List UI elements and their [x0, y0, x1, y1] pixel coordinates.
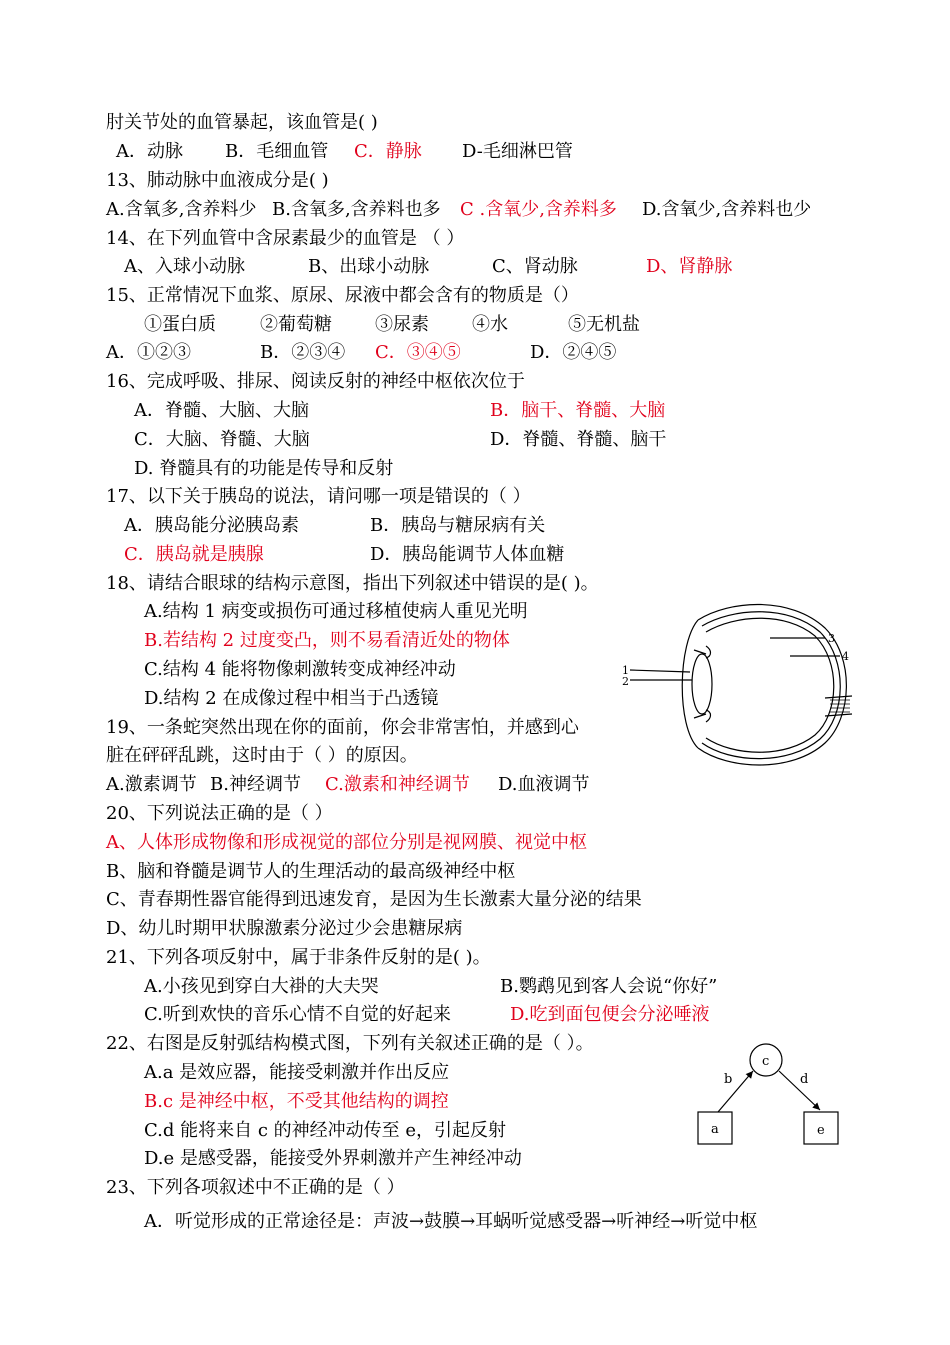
- q23-stem: 23、下列各项叙述中不正确的是（ ）: [106, 1177, 405, 1198]
- reflex-arc-diagram: [690, 1040, 850, 1150]
- eye-lens: [692, 654, 712, 714]
- q13-option-a: A.含氧多,含养料少: [106, 199, 257, 220]
- q20-option-b: B、脑和脊髓是调节人的生理活动的最高级神经中枢: [106, 861, 516, 882]
- eye-label-4: 4: [842, 650, 849, 663]
- q16-option-b-answer: B．脑干、脊髓、大脑: [490, 400, 666, 421]
- eye-cornea: [682, 620, 698, 748]
- q18-stem: 18、请结合眼球的结构示意图，指出下列叙述中错误的是( )。: [106, 573, 599, 594]
- q12-option-b: B．毛细血管: [225, 141, 329, 162]
- q16-stem: 16、完成呼吸、排尿、阅读反射的神经中枢依次位于: [106, 371, 525, 392]
- q22-option-d: D.e 是感受器，能接受外界刺激并产生神经冲动: [144, 1148, 522, 1169]
- eyeball-diagram: [620, 598, 860, 778]
- label-a: a: [711, 1122, 719, 1137]
- label-e: e: [817, 1123, 825, 1138]
- label-d: d: [800, 1072, 809, 1087]
- q15-item-3: ③尿素: [375, 314, 429, 335]
- q17-option-c-answer: C．胰岛就是胰腺: [124, 544, 264, 565]
- q21-option-a: A.小孩见到穿白大褂的大夫哭: [144, 976, 379, 997]
- q19-option-b: B.神经调节: [210, 774, 301, 795]
- q12-option-c-answer: C．静脉: [354, 141, 422, 162]
- q20-option-c: C、青春期性器官能得到迅速发育，是因为生长激素大量分泌的结果: [106, 889, 642, 910]
- q14-option-d-answer: D、肾静脉: [646, 256, 733, 277]
- q17-option-d: D．胰岛能调节人体血糖: [370, 544, 565, 565]
- eye-label-1: 1: [622, 664, 629, 677]
- q15-option-a: A．①②③: [106, 342, 191, 363]
- q13-option-b: B.含氧多,含养料也多: [272, 199, 441, 220]
- q22-option-b-answer: B.c 是神经中枢，不受其他结构的调控: [144, 1091, 449, 1112]
- q13-stem: 13、肺动脉中血液成分是( ): [106, 170, 329, 191]
- q18-option-b-answer: B.若结构 2 过度变凸，则不易看清近处的物体: [144, 630, 510, 651]
- q19-option-c-answer: C.激素和神经调节: [325, 774, 470, 795]
- eye-label-3: 3: [828, 632, 835, 645]
- q23-option-a: A．听觉形成的正常途径是：声波→鼓膜→耳蜗听觉感受器→听神经→听觉中枢: [144, 1211, 758, 1232]
- q16-option-e: D. 脊髓具有的功能是传导和反射: [134, 458, 394, 479]
- q17-option-b: B．胰岛与糖尿病有关: [370, 515, 546, 536]
- q15-option-d: D．②④⑤: [530, 342, 617, 363]
- q17-option-a: A．胰岛能分泌胰岛素: [124, 515, 299, 536]
- q15-item-2: ②葡萄糖: [260, 314, 332, 335]
- q13-option-c-answer: C .含氧少,含养料多: [460, 199, 617, 220]
- q15-item-4: ④水: [472, 314, 508, 335]
- q19-stem-line2: 脏在砰砰乱跳，这时由于（ ）的原因。: [106, 745, 418, 766]
- q21-stem: 21、下列各项反射中，属于非条件反射的是( )。: [106, 947, 491, 968]
- q15-option-c-answer: C．③④⑤: [375, 342, 461, 363]
- eye-label-2: 2: [622, 675, 629, 688]
- q12-stem: 肘关节处的血管暴起，该血管是( ): [106, 112, 378, 133]
- q15-option-b: B．②③④: [260, 342, 346, 363]
- q16-option-d: D．脊髓、脊髓、脑干: [490, 429, 667, 450]
- q21-option-c: C.听到欢快的音乐心情不自觉的好起来: [144, 1004, 451, 1025]
- q14-option-c: C、肾动脉: [492, 256, 578, 277]
- label-c: c: [762, 1054, 770, 1069]
- q15-item-1: ①蛋白质: [144, 314, 216, 335]
- q20-option-a-answer: A、人体形成物像和形成视觉的部位分别是视网膜、视觉中枢: [106, 832, 587, 853]
- label-b: b: [724, 1072, 733, 1087]
- q21-option-d-answer: D.吃到面包便会分泌唾液: [510, 1004, 710, 1025]
- q15-item-5: ⑤无机盐: [568, 314, 640, 335]
- q18-option-d: D.结构 2 在成像过程中相当于凸透镜: [144, 688, 439, 709]
- q18-option-c: C.结构 4 能将物像刺激转变成神经冲动: [144, 659, 456, 680]
- q13-option-d: D.含氧少,含养料也少: [642, 199, 812, 220]
- eye-sclera-outer: [698, 604, 846, 765]
- q22-stem: 22、右图是反射弧结构模式图，下列有关叙述正确的是（ ）。: [106, 1033, 594, 1054]
- q19-option-d: D.血液调节: [498, 774, 590, 795]
- q16-option-a: A．脊髓、大脑、大脑: [134, 400, 309, 421]
- q21-option-b: B.鹦鹉见到客人会说“你好”: [500, 976, 718, 997]
- q19-stem-line1: 19、一条蛇突然出现在你的面前，你会非常害怕，并感到心: [106, 717, 579, 738]
- q15-stem: 15、正常情况下血浆、原尿、尿液中都会含有的物质是（）: [106, 285, 579, 306]
- q20-stem: 20、下列说法正确的是（ ）: [106, 803, 333, 824]
- q14-option-b: B、出球小动脉: [308, 256, 430, 277]
- eye-choroid: [702, 612, 840, 759]
- q19-option-a: A.激素调节: [106, 774, 197, 795]
- q16-option-c: C．大脑、脊髓、大脑: [134, 429, 310, 450]
- q20-option-d: D、幼儿时期甲状腺激素分泌过少会患糖尿病: [106, 918, 463, 939]
- q14-stem: 14、在下列血管中含尿素最少的血管是 （ ）: [106, 228, 465, 249]
- q17-stem: 17、以下关于胰岛的说法，请问哪一项是错误的（ ）: [106, 486, 531, 507]
- q12-option-a: A．动脉: [116, 141, 183, 162]
- q14-option-a: A、入球小动脉: [124, 256, 245, 277]
- q12-option-d: D-毛细淋巴管: [462, 141, 573, 162]
- q22-option-a: A.a 是效应器，能接受刺激并作出反应: [144, 1062, 450, 1083]
- q18-option-a: A.结构 1 病变或损伤可通过移植使病人重见光明: [144, 601, 528, 622]
- q22-option-c: C.d 能将来自 c 的神经冲动传至 e，引起反射: [144, 1120, 506, 1141]
